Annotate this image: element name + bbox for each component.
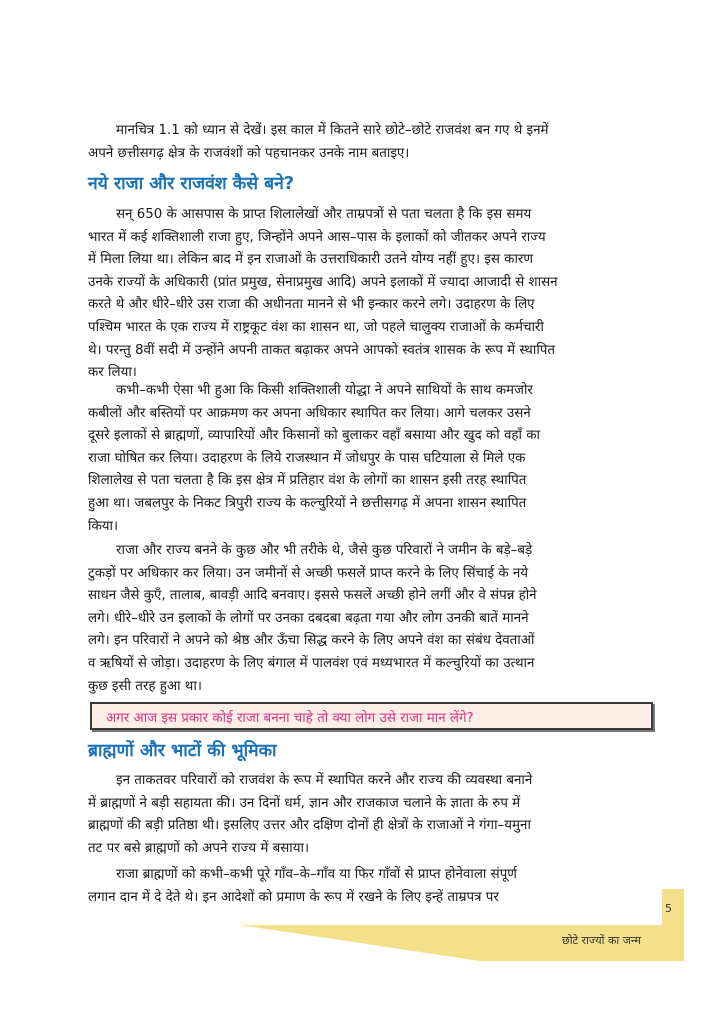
text-line: हुआ था। जबलपुर के निकट त्रिपुरी राज्य के कल्चुरियों ने छत्तीसगढ़ में अपना शासन स्थापित bbox=[88, 495, 527, 511]
section-heading-brahmins-role: ब्राह्मणों और भाटों की भूमिका bbox=[88, 741, 277, 761]
text-line: मानचित्र 1.1 को ध्यान से देखें। इस काल में कितने सारे छोटे–छोटे राजवंश बन गए थे इनमें bbox=[116, 123, 549, 138]
text-line: में मिला लिया था। लेकिन बाद में इन राजाओं के उत्तराधिकारी उतने योग्य नहीं हुए। इस कारण bbox=[88, 252, 534, 268]
text-line: टुकड़ों पर अधिकार कर लिया। उन जमीनों से अच्छी फसलें प्राप्त करने के लिए सिंचाई के नये bbox=[88, 565, 529, 581]
text-line: लगे। इन परिवारों ने अपने को श्रेष्ठ और ऊँचा सिद्ध करने के लिए अपने वंश का संबंध देवताओं bbox=[88, 633, 535, 649]
text-line: लगान दान में दे देते थे। इन आदेशों को प्रमाण के रूप में रखने के लिए इन्हें ताम्रपत्र पर bbox=[88, 889, 499, 905]
text-line: शिलालेख से पता चलता है कि इस क्षेत्र में प्रतिहार वंश के लोगों का शासन इसी तरह स्थापित bbox=[88, 473, 527, 489]
text-line: किया। bbox=[88, 518, 119, 534]
text-line: में ब्राह्मणों ने बड़ी सहायता की। उन दिनों धर्म, ज्ञान और राजकाज चलाने के ज्ञाता के रुप में bbox=[88, 795, 521, 811]
text-line: कबीलों और बस्तियों पर आक्रमण कर अपना अधिकार स्थापित कर लिया। आगे चलकर उसने bbox=[88, 405, 531, 421]
text-line: इन ताकतवर परिवारों को राजवंश के रूप में स्थापित करने और राज्य की व्यवस्था बनाने bbox=[116, 773, 533, 788]
text-line: सन् 650 के आसपास के प्राप्त शिलालेखों और ताम्रपत्रों से पता चलता है कि इस समय bbox=[116, 207, 532, 222]
text-line: ब्राह्मणों की बड़ी प्रतिष्ठा थी। इसलिए उत्तर और दक्षिण दोनों ही क्षेत्रों के राजाओं ने गंगा–यमुना bbox=[88, 818, 531, 834]
text-line: अपने छत्तीसगढ़ क्षेत्र के राजवंशों को पहचानकर उनके नाम बताइए। bbox=[88, 145, 410, 161]
text-line: भारत में कई शक्तिशाली राजा हुए, जिन्होंने अपने आस–पास के इलाकों को जीतकर अपने राज्य bbox=[88, 229, 546, 245]
text-line: राजा घोषित कर लिया। उदाहरण के लिये राजस्थान में जोधपुर के पास घटियाला से मिले एक bbox=[88, 450, 526, 466]
question-text: अगर आज इस प्रकार कोई राजा बनना चाहे तो क्या लोग उसे राजा मान लेंगे? bbox=[106, 711, 474, 726]
text-line: करते थे और धीरे–धीरे उस राजा की अधीनता मानने से भी इन्कार करने लगे। उदाहरण के लिए bbox=[88, 297, 535, 313]
text-line: लगे। धीरे–धीरे उन इलाकों के लोगों पर उनका दबदबा बढ़ता गया और लोग उनकी बातें मानने bbox=[88, 610, 529, 626]
text-line: थे। परन्तु 8वीं सदी में उन्होंने अपनी ताकत बढ़ाकर अपने आपको स्वतंत्र शासक के रूप में स्थापित bbox=[88, 342, 556, 358]
text-line: राजा और राज्य बनने के कुछ और भी तरीके थे, जैसे कुछ परिवारों ने जमीन के बड़े–बड़े bbox=[116, 543, 533, 558]
chapter-title-footer: छोटे राज्यों का जन्म bbox=[562, 934, 641, 947]
text-line: कभी–कभी ऐसा भी हुआ कि किसी शक्तिशाली योद्धा ने अपने साथियों के साथ कमजोर bbox=[116, 383, 533, 398]
text-line: कुछ इसी तरह हुआ था। bbox=[88, 678, 202, 694]
text-line: व ऋषियों से जोड़ा। उदाहरण के लिए बंगाल में पालवंश एवं मध्यभारत में कल्चुरियों का उत्थान bbox=[88, 655, 535, 671]
page-number: 5 bbox=[665, 902, 672, 915]
text-line: उनके राज्यों के अधिकारी (प्रांत प्रमुख, सेनाप्रमुख आदि) अपने इलाकों में ज्यादा आजादी से शासन bbox=[88, 274, 558, 290]
text-line: पश्चिम भारत के एक राज्य में राष्ट्रकूट वंश का शासन था, जो पहले चालुक्य राजाओं के कर्मचारी bbox=[88, 319, 544, 335]
text-line: तट पर बसे ब्राह्मणों को अपने राज्य में बसाया। bbox=[88, 840, 310, 856]
text-line: राजा ब्राह्मणों को कभी–कभी पूरे गाँव–के–गाँव या फिर गाँवों से प्राप्त होनेवाला संपूर्ण bbox=[116, 867, 517, 882]
section-heading-new-kings: नये राजा और राजवंश कैसे बने? bbox=[88, 174, 295, 194]
text-line: साधन जैसे कुएँ, तालाब, बावड़ी आदि बनवाए। इससे फसलें अच्छी होने लगीं और वे संपन्न होने bbox=[88, 588, 537, 604]
text-line: कर लिया। bbox=[88, 365, 137, 381]
text-line: दूसरे इलाकों से ब्राह्मणों, व्यापारियों और किसानों को बुलाकर वहाँ बसाया और खुद को वहाँ का bbox=[88, 428, 540, 444]
